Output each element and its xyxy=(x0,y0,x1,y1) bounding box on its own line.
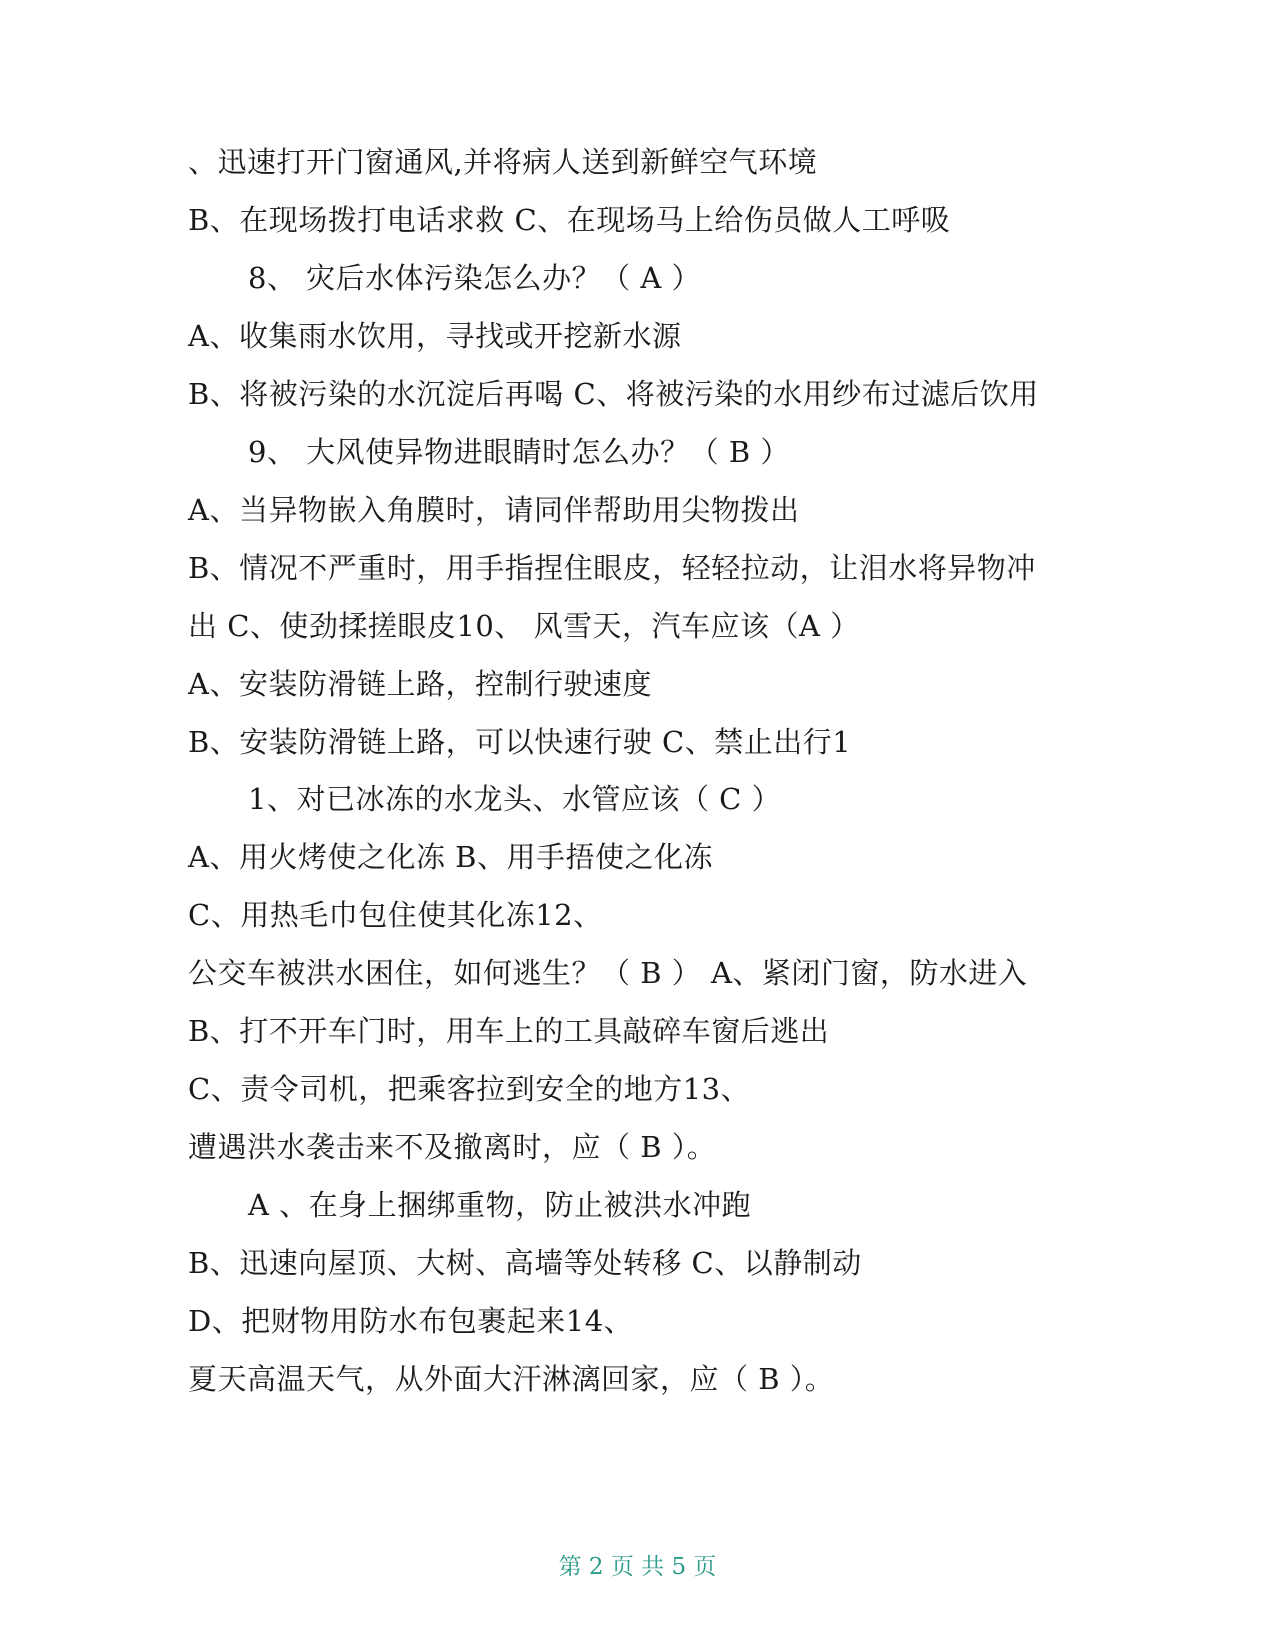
text-line: B、情况不严重时，用手指捏住眼皮，轻轻拉动，让泪水将异物冲 xyxy=(188,551,1036,585)
text-line: A、当异物嵌入角膜时，请同伴帮助用尖物拨出 xyxy=(188,493,800,527)
text-line: A、用火烤使之化冻 B、用手捂使之化冻 xyxy=(188,840,713,874)
question-line: 8、 灾后水体污染怎么办？（ A ） xyxy=(248,261,702,295)
question-line: 1、对已冰冻的水龙头、水管应该（ C ） xyxy=(248,782,782,816)
text-line: B、打不开车门时，用车上的工具敲碎车窗后逃出 xyxy=(188,1014,830,1048)
text-line: A、安装防滑链上路，控制行驶速度 xyxy=(188,667,652,701)
text-line: D、把财物用防水布包裹起来14、 xyxy=(188,1304,634,1338)
page-number-footer: 第 2 页 共 5 页 xyxy=(558,1554,717,1580)
text-line: B、迅速向屋顶、大树、高墙等处转移 C、以静制动 xyxy=(188,1246,862,1280)
text-line: B、将被污染的水沉淀后再喝 C、将被污染的水用纱布过滤后饮用 xyxy=(188,377,1039,411)
text-line: 遭遇洪水袭击来不及撤离时，应（ B ）。 xyxy=(188,1130,717,1164)
text-line: C、用热毛巾包住使其化冻12、 xyxy=(188,898,603,932)
answer-line: A 、在身上捆绑重物，防止被洪水冲跑 xyxy=(248,1188,752,1222)
text-line: 出 C、使劲揉搓眼皮10、 风雪天，汽车应该（A ） xyxy=(188,609,860,643)
question-line: 9、 大风使异物进眼睛时怎么办？（ B ） xyxy=(248,435,790,469)
text-line: 夏天高温天气，从外面大汗淋漓回家，应（ B ）。 xyxy=(188,1362,835,1396)
text-line: 、迅速打开门窗通风,并将病人送到新鲜空气环境 xyxy=(188,145,818,179)
text-line: 公交车被洪水困住，如何逃生？（ B ） A、紧闭门窗，防水进入 xyxy=(188,956,1028,990)
text-line: A、收集雨水饮用，寻找或开挖新水源 xyxy=(188,319,682,353)
text-line: C、责令司机，把乘客拉到安全的地方13、 xyxy=(188,1072,751,1106)
text-line: B、在现场拨打电话求救 C、在现场马上给伤员做人工呼吸 xyxy=(188,203,951,237)
text-line: B、安装防滑链上路，可以快速行驶 C、禁止出行1 xyxy=(188,725,852,759)
